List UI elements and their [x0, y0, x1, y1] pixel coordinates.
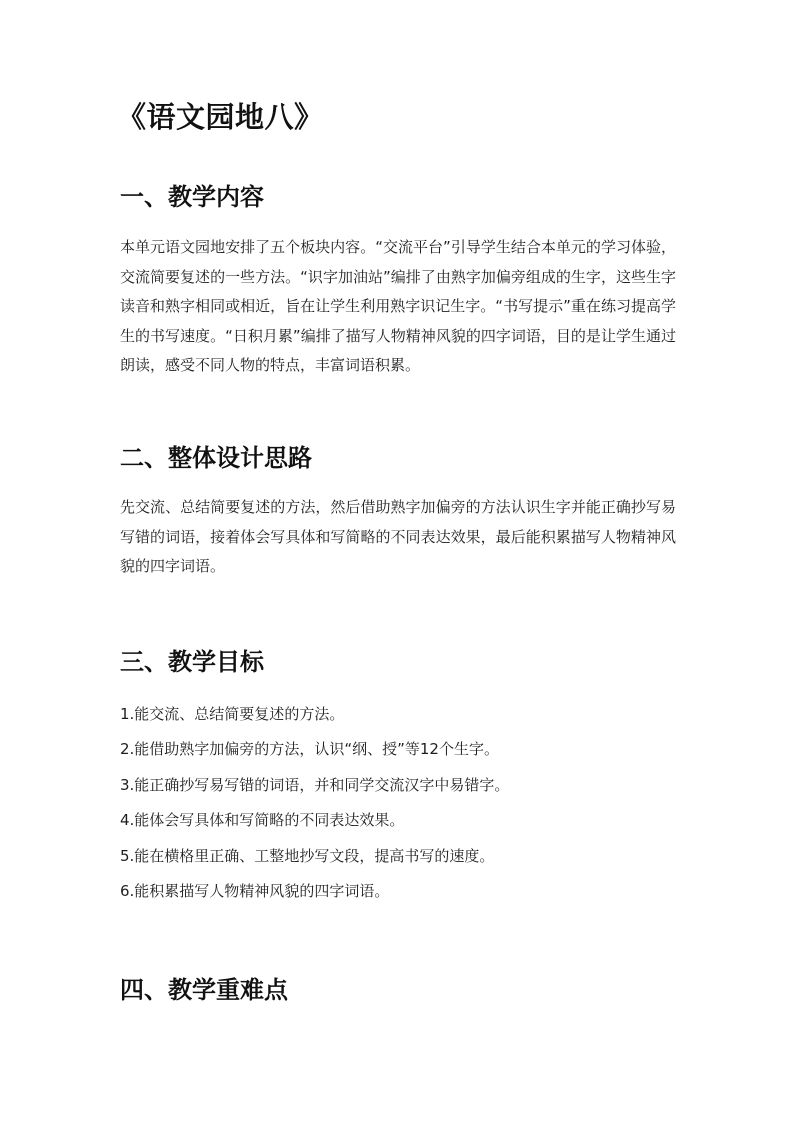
list-item: 5.能在横格里正确、工整地抄写文段，提高书写的速度。	[120, 846, 495, 865]
section-paragraph-design-approach: 先交流、总结简要复述的方法，然后借助熟字加偏旁的方法认识生字并能正确抄写易写错的词语，接着体会写具体和写简略的不同表达效果，最后能积累描写人物精神风貌的四字词语。	[120, 498, 676, 575]
section-heading-design-approach: 二、整体设计思路	[120, 444, 312, 472]
section-heading-teaching-goals: 三、教学目标	[120, 648, 264, 676]
list-item: 6.能积累描写人物精神风貌的四字词语。	[120, 881, 390, 900]
section-heading-teaching-content: 一、教学内容	[120, 183, 264, 211]
list-item: 2.能借助熟字加偏旁的方法，认识“纲、授”等12个生字。	[120, 740, 499, 759]
list-item: 3.能正确抄写易写错的词语，并和同学交流汉字中易错字。	[120, 775, 510, 794]
list-item: 4.能体会写具体和写简略的不同表达效果。	[120, 811, 405, 830]
section-paragraph-teaching-content: 本单元语文园地安排了五个板块内容。“交流平台”引导学生结合本单元的学习体验，交流简要复述的一些方法。“识字加油站”编排了由熟字加偏旁组成的生字，这些生字读音和熟字相同或相近，旨在让学生利用熟字识记生字。“书写提示”重在练习提高学生的书写速度。“日积月累”编排了描写人物精神风貌的四字词语，目的是让学生通过朗读，感受不同人物的特点，丰富词语积累。	[120, 238, 676, 374]
document-title: 《语文园地八》	[117, 100, 324, 134]
list-item: 1.能交流、总结简要复述的方法。	[120, 705, 345, 723]
teaching-goals-list	[120, 704, 680, 916]
section-heading-key-points: 四、教学重难点	[120, 976, 288, 1004]
